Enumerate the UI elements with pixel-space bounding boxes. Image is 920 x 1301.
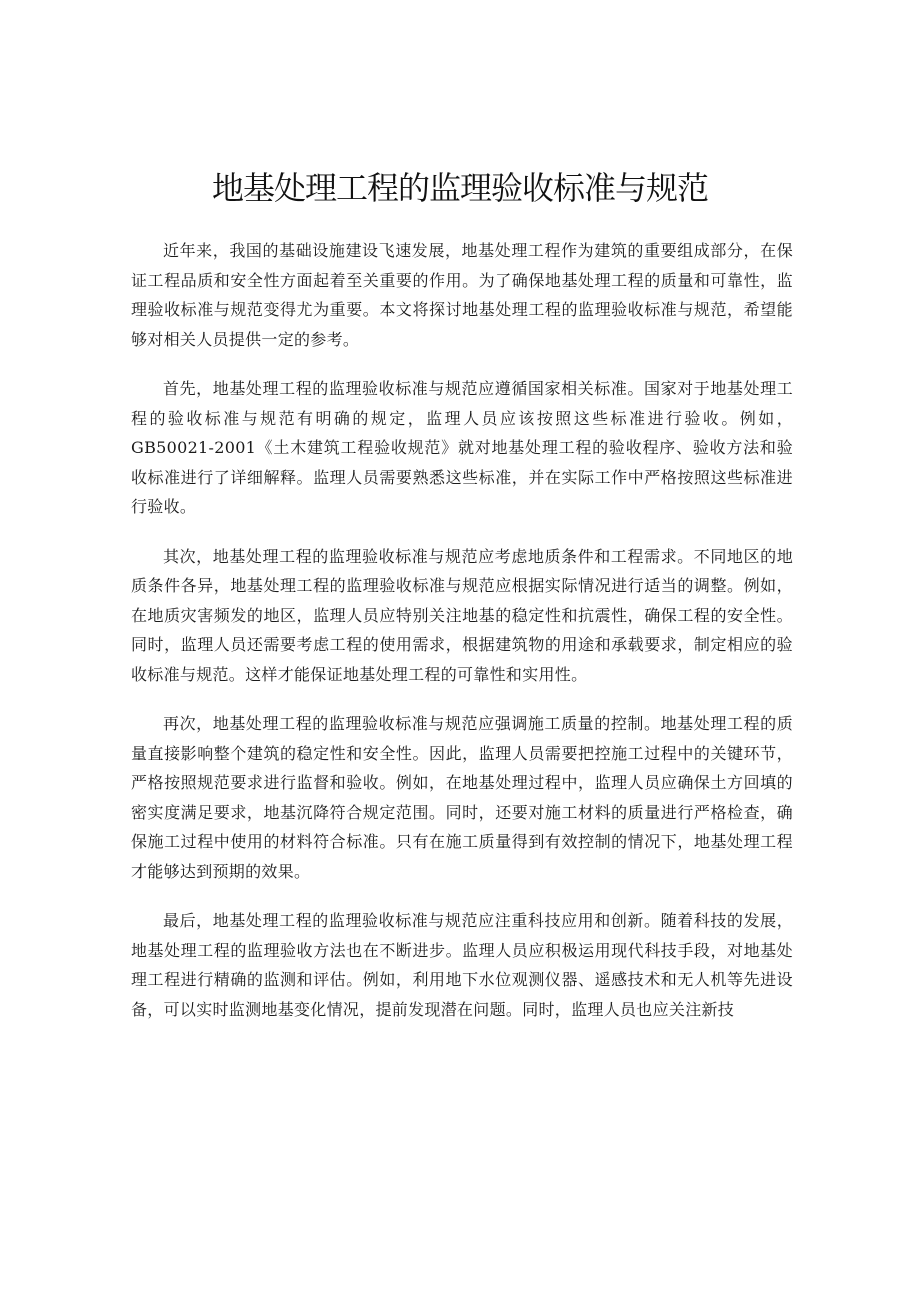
document-title: 地基处理工程的监理验收标准与规范 — [211, 169, 708, 207]
paragraph-intro: 近年来，我国的基础设施建设飞速发展，地基处理工程作为建筑的重要组成部分，在保证工程品质和安全性方面起着至关重要的作用。为了确保地基处理工程的质量和可靠性，监理验收标准与规范变得尤为重要。本文将探讨地基处理工程的监理验收标准与规范，希望能够对相关人员提供一定的参考。 — [131, 241, 793, 349]
paragraph-first: 首先，地基处理工程的监理验收标准与规范应遵循国家相关标准。国家对于地基处理工程的验收标准与规范有明确的规定，监理人员应该按照这些标准进行验收。例如，GB50021-2001《土木建筑工程验收规范》就对地基处理工程的验收程序、验收方法和验收标准进行了详细解释。监理人员需要熟悉这些标准，并在实际工作中严格按照这些标准进行验收。 — [131, 379, 793, 516]
paragraph-second: 其次，地基处理工程的监理验收标准与规范应考虑地质条件和工程需求。不同地区的地质条件各异，地基处理工程的监理验收标准与规范应根据实际情况进行适当的调整。例如，在地质灾害频发的地区，监理人员应特别关注地基的稳定性和抗震性，确保工程的安全性。同时，监理人员还需要考虑工程的使用需求，根据建筑物的用途和承载要求，制定相应的验收标准与规范。这样才能保证地基处理工程的可靠性和实用性。 — [131, 546, 793, 684]
paragraph-third: 再次，地基处理工程的监理验收标准与规范应强调施工质量的控制。地基处理工程的质量直接影响整个建筑的稳定性和安全性。因此，监理人员需要把控施工过程中的关键环节，严格按照规范要求进行监督和验收。例如，在地基处理过程中，监理人员应确保土方回填的密实度满足要求，地基沉降符合规定范围。同时，还要对施工材料的质量进行严格检查，确保施工过程中使用的材料符合标准。只有在施工质量得到有效控制的情况下，地基处理工程才能够达到预期的效果。 — [131, 714, 793, 881]
document-body — [131, 236, 793, 1044]
paragraph-last: 最后，地基处理工程的监理验收标准与规范应注重科技应用和创新。随着科技的发展，地基处理工程的监理验收方法也在不断进步。监理人员应积极运用现代科技手段，对地基处理工程进行精确的监测和评估。例如，利用地下水位观测仪器、遥感技术和无人机等先进设备，可以实时监测地基变化情况，提前发现潜在问题。同时，监理人员也应关注新技 — [131, 911, 793, 1019]
